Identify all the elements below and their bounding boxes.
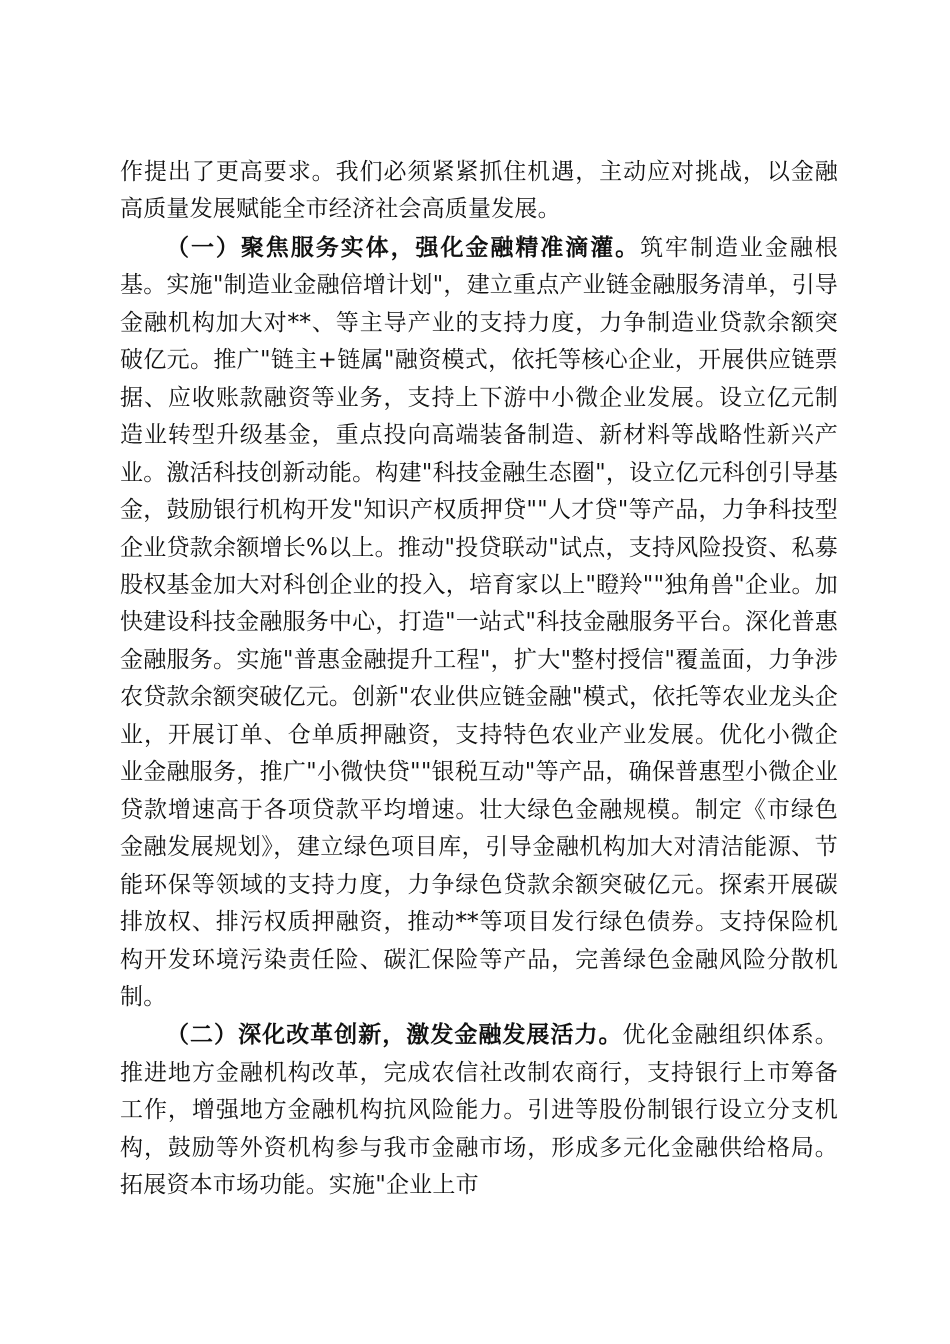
paragraph-2 — [120, 229, 838, 1017]
document-body — [120, 153, 838, 1205]
paragraph-2-body: 筑牢制造业金融根基。实施"制造业金融倍增计划"，建立重点产业链金融服务清单，引导金融机构加大对**、等主导产业的支持力度，力争制造业贷款余额突破亿元。推广"链主+链属"融资模式，依托等核心企业，开展供应链票据、应收账款融资等业务，支持上下游中小微企业发展。设立亿元制造业转型升级基金，重点投向高端装备制造、新材料等战略性新兴产业。激活科技创新动能。构建"科技金融生态圈"，设立亿元科创引导基金，鼓励银行机构开发"知识产权质押贷""人才贷"等产品，力争科技型企业贷款余额增长%以上。推动"投贷联动"试点，支持风险投资、私募股权基金加大对科创企业的投入，培育家以上"瞪羚""独角兽"企业。加快建设科技金融服务中心，打造"一站式"科技金融服务平台。深化普惠金融服务。实施"普惠金融提升工程"，扩大"整村授信"覆盖面，力争涉农贷款余额突破亿元。创新"农业供应链金融"模式，依托等农业龙头企业，开展订单、仓单质押融资，支持特色农业产业发展。优化小微企业金融服务，推广"小微快贷""银税互动"等产品，确保普惠型小微企业贷款增速高于各项贷款平均增速。壮大绿色金融规模。制定《市绿色金融发展规划》，建立绿色项目库，引导金融机构加大对清洁能源、节能环保等领域的支持力度，力争绿色贷款余额突破亿元。探索开展碳排放权、排污权质押融资，推动**等项目发行绿色债券。支持保险机构开发环境污染责任险、碳汇保险等产品，完善绿色金融风险分散机制。 — [120, 234, 838, 1010]
paragraph-3 — [120, 1016, 838, 1204]
paragraph-3-body: 优化金融组织体系。推进地方金融机构改革，完成农信社改制农商行，支持银行上市筹备工作，增强地方金融机构抗风险能力。引进等股份制银行设立分支机构，鼓励等外资机构参与我市金融市场，形成多元化金融供给格局。拓展资本市场功能。实施"企业上市 — [120, 1022, 838, 1199]
paragraph-3-lead: （二）深化改革创新，激发金融发展活力。 — [166, 1021, 623, 1049]
paragraph-1-body: 作提出了更高要求。我们必须紧紧抓住机遇，主动应对挑战，以金融高质量发展赋能全市经济社会高质量发展。 — [120, 159, 838, 223]
paragraph-2-lead: （一）聚焦服务实体，强化金融精准滴灌。 — [166, 233, 641, 261]
paragraph-1 — [120, 153, 838, 229]
